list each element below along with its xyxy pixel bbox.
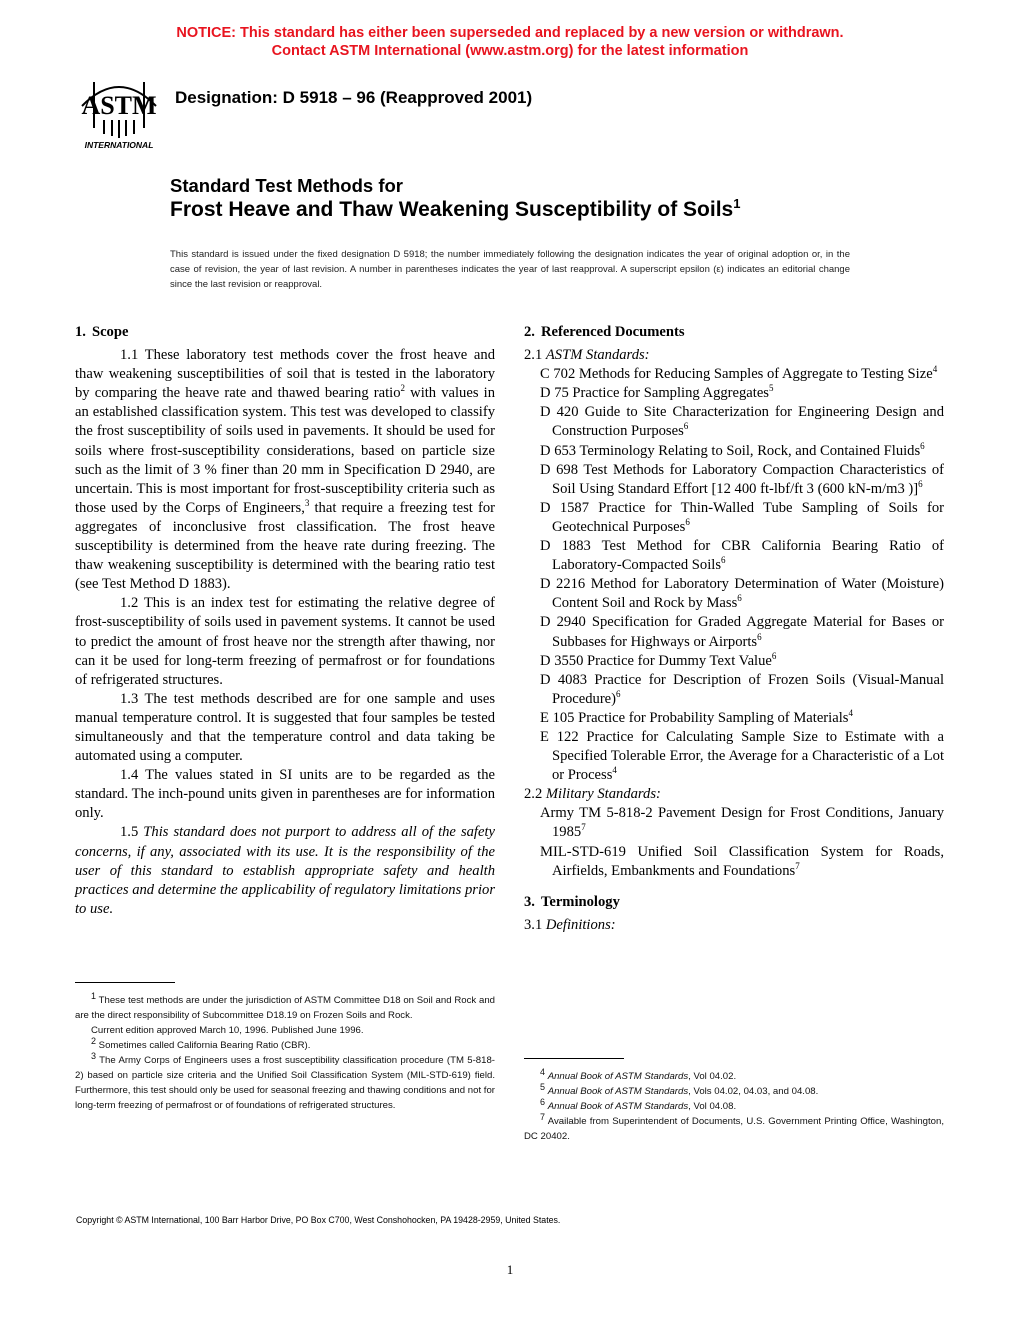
military-standards-subheading (524, 785, 944, 804)
footnote-6 (524, 1096, 944, 1114)
footnote-2 (75, 1035, 495, 1053)
reference-text: D 75 Practice for Sampling Aggregates (540, 385, 769, 402)
footnote-ref: 6 (918, 478, 923, 489)
title-line-1: Standard Test Methods for (170, 175, 403, 196)
footnote-ref: 7 (795, 860, 800, 871)
title-main: Frost Heave and Thaw Weakening Susceptibility of Soils (170, 198, 734, 221)
scope-para-1-3: 1.3 The test methods described are for one sample and uses manual temperature control. It is suggested that four samples be tested simultaneously and that the temperature control and data taking be automated using a computer. (75, 690, 495, 765)
footnotes-left (75, 990, 495, 1113)
footnote-1-approval: Current edition approved March 10, 1996. Published June 1996. (91, 1025, 364, 1036)
reference-item (540, 461, 944, 499)
para-number: 1.5 (120, 824, 144, 841)
publication-title: Annual Book of ASTM Standards (547, 1071, 689, 1082)
section-title: Referenced Documents (540, 324, 685, 340)
footnote-marker: 3 (91, 1050, 97, 1061)
section-number: 3. (524, 893, 535, 910)
footnote-divider (75, 982, 175, 983)
astm-standards-subheading (524, 346, 944, 365)
footnote-ref: 4 (612, 765, 617, 776)
footnote-ref: 6 (771, 650, 777, 661)
safety-statement: This standard does not purport to address all of the safety concerns, if any, associated with its use. It is the responsibility of the user of this standard to establish appropriate safety and health practices and determine the applicability of regulatory limitations prior to use. (75, 824, 495, 917)
reference-item (540, 804, 944, 842)
reference-item (540, 843, 944, 881)
footnote-ref: 6 (737, 593, 742, 604)
reference-text: E 105 Practice for Probability Sampling of Materials (540, 709, 849, 726)
reference-text: D 1883 Test Method for CBR California Bearing Ratio of Laboratory-Compacted Soils (540, 538, 944, 574)
text: that require a freezing test for aggregates of inconclusive frost classification. The frost heave susceptibility is determined from the heave rate during freezing. The thaw weakening susceptibility is determined with the bearing ratio test (see Test Method D 1883). (75, 499, 495, 593)
terminology-heading (524, 893, 944, 912)
reference-item (540, 499, 944, 537)
reference-text: C 702 Methods for Reducing Samples of Aggregate to Testing Size (540, 366, 933, 383)
footnote-marker: 4 (540, 1066, 546, 1077)
title-line-2 (170, 198, 740, 222)
logo-text: ASTM (81, 91, 157, 120)
reference-item (540, 613, 944, 651)
scope-para-1-5 (75, 823, 495, 918)
reference-text: D 1587 Practice for Thin-Walled Tube Sampling of Soils for Geotechnical Purposes (540, 499, 944, 535)
subheading: ASTM Standards: (545, 347, 650, 364)
section-title: Scope (91, 324, 129, 340)
publication-title: Annual Book of ASTM Standards (547, 1101, 689, 1112)
reference-item (540, 671, 944, 709)
scope-heading (75, 323, 495, 342)
footnote-3 (75, 1050, 495, 1113)
designation: Designation: D 5918 – 96 (Reapproved 2001) (175, 88, 533, 107)
footnote-marker: 2 (91, 1035, 97, 1046)
notice-line-2: Contact ASTM International (www.astm.org) for the latest information (271, 43, 749, 59)
reference-text: D 698 Test Methods for Laboratory Compaction Characteristics of Soil Using Standard Effort [12 400 ft-lbf/ft 3 (600 kN-m/m3 )] (540, 461, 944, 497)
title-footnote-ref: 1 (733, 196, 741, 211)
reference-text: D 2216 Method for Laboratory Determination of Water (Moisture) Content Soil and Rock by Mass (540, 576, 944, 612)
reference-text: E 122 Practice for Calculating Sample Size to Estimate with a Specified Tolerable Error, the Average for a Characteristic of a Lot or Process (540, 728, 944, 784)
footnote-marker: 7 (540, 1111, 546, 1122)
subheading: Military Standards: (545, 786, 661, 803)
section-title: Terminology (540, 893, 620, 910)
section-number: 1. (75, 324, 86, 340)
footnotes-right (524, 1066, 944, 1144)
reference-text: D 653 Terminology Relating to Soil, Rock, and Contained Fluids (540, 442, 921, 459)
footnote-ref: 6 (721, 555, 726, 566)
issuance-note: This standard is issued under the fixed designation D 5918; the number immediately following the designation indicates the year of original adoption or, in the case of revision, the year of last revision. A number in parentheses indicates the year of last reapproval. A superscript epsilon (ε) indicates an editorial change since the last revision or reapproval. (170, 249, 850, 290)
reference-text: D 4083 Practice for Description of Frozen Soils (Visual-Manual Procedure) (540, 671, 944, 707)
reference-text: D 420 Guide to Site Characterization for Engineering Design and Construction Purposes (540, 404, 944, 440)
reference-item (540, 403, 944, 441)
footnote-ref: 4 (848, 708, 853, 719)
reference-item (540, 575, 944, 613)
footnote-ref: 6 (683, 421, 689, 432)
scope-para-1-4: 1.4 The values stated in SI units are to be regarded as the standard. The inch-pound units given in parentheses are for information only. (75, 767, 495, 822)
footnote-ref: 4 (932, 364, 938, 375)
notice-line-1: NOTICE: This standard has either been superseded and replaced by a new version or withdrawn. (176, 25, 844, 41)
reference-item (540, 365, 944, 384)
left-column (75, 323, 495, 919)
reference-item (540, 442, 944, 461)
para-number: 2.1 (524, 347, 546, 364)
definitions-subheading (524, 916, 944, 935)
reference-item (540, 537, 944, 575)
reference-text: MIL-STD-619 Unified Soil Classification System for Roads, Airfields, Embankments and Foundations (540, 843, 944, 879)
reference-text: Army TM 5-818-2 Pavement Design for Frost Conditions, January 1985 (540, 805, 944, 841)
footnote-ref: 6 (920, 440, 925, 451)
footnote-4 (524, 1066, 944, 1084)
publication-title: Annual Book of ASTM Standards (547, 1086, 689, 1097)
scope-para-1-2: 1.2 This is an index test for estimating the relative degree of frost-susceptibility of soils used in pavement systems. It cannot be used to predict the amount of frost heave nor the strength after thawing, nor can it be used for long-term freezing of permafrost or for foundations of refrigerated structures. (75, 595, 495, 688)
scope-para-1-1 (75, 346, 495, 594)
footnote-ref: 6 (757, 631, 762, 642)
copyright-notice: Copyright © ASTM International, 100 Barr Harbor Drive, PO Box C700, West Conshohocken, PA 19428-2959, United States. (76, 1215, 561, 1225)
footnote-marker: 5 (540, 1081, 546, 1092)
reference-item (540, 384, 944, 403)
page-number: 1 (506, 1262, 514, 1277)
refdocs-heading (524, 323, 944, 342)
para-number: 3.1 (524, 916, 546, 933)
reference-list (540, 365, 944, 785)
text: , Vol 04.02. (688, 1071, 737, 1082)
astm-logo-icon (74, 76, 164, 152)
text: Available from Superintendent of Documents, U.S. Government Printing Office, Washington, DC 20402. (524, 1116, 944, 1142)
footnote-5 (524, 1081, 944, 1099)
reference-text: D 2940 Specification for Graded Aggregate Material for Bases or Subbases for Highways or Airports (540, 614, 944, 650)
text: The Army Corps of Engineers uses a frost susceptibility classification procedure (TM 5-818-2) based on particle size criteria and the Unified Soil Classification System (MIL-STD-619) field. Furthermore, this test should only be used for seasonal freezing and thawing conditions and not for long-term freezing of permafrost or of foundations of refrigerated structures. (75, 1055, 495, 1111)
military-reference-list (540, 804, 944, 880)
right-column (524, 323, 944, 935)
text: These test methods are under the jurisdiction of ASTM Committee D18 on Soil and Rock and are the direct responsibility of Subcommittee D18.19 on Frozen Soils and Rock. (75, 995, 495, 1021)
reference-text: D 3550 Practice for Dummy Text Value (540, 652, 772, 669)
withdrawal-notice (0, 24, 1020, 60)
text: Sometimes called California Bearing Ratio (CBR). (96, 1040, 311, 1051)
text: 1.1 These laboratory test methods cover the frost heave and thaw weakening susceptibilities of soil that is tested in the laboratory by comparing the heave rate and thawed bearing ratio (75, 347, 495, 402)
para-number: 2.2 (524, 786, 546, 803)
reference-item (540, 652, 944, 671)
subheading: Definitions: (545, 916, 616, 933)
text: , Vols 04.02, 04.03, and 04.08. (688, 1086, 819, 1097)
footnote-divider (524, 1058, 624, 1059)
text: , Vol 04.08. (688, 1101, 737, 1112)
logo-subtext: INTERNATIONAL (84, 140, 154, 150)
footnote-7 (524, 1111, 944, 1144)
footnote-ref: 7 (581, 822, 586, 833)
reference-item (540, 709, 944, 728)
footnote-ref: 3 (304, 497, 310, 508)
footnote-ref: 6 (685, 517, 690, 528)
footnote-marker: 1 (91, 990, 97, 1001)
footnote-ref: 6 (616, 688, 621, 699)
text: with values in an established classification system. This test was developed to classify the frost susceptibility of soils used in pavements. It should be used for soils where frost-susceptibility considerations, based on particle size such as the limit of 3 % finer than 20 mm in Specification D 2940, are uncertain. This is most important for frost-susceptibility criteria such as those used by the Corps of Engineers, (75, 385, 495, 516)
section-number: 2. (524, 324, 535, 340)
footnote-ref: 2 (400, 383, 406, 394)
footnote-1 (75, 990, 495, 1023)
footnote-marker: 6 (540, 1096, 546, 1107)
reference-item (540, 728, 944, 785)
footnote-ref: 5 (768, 383, 774, 394)
